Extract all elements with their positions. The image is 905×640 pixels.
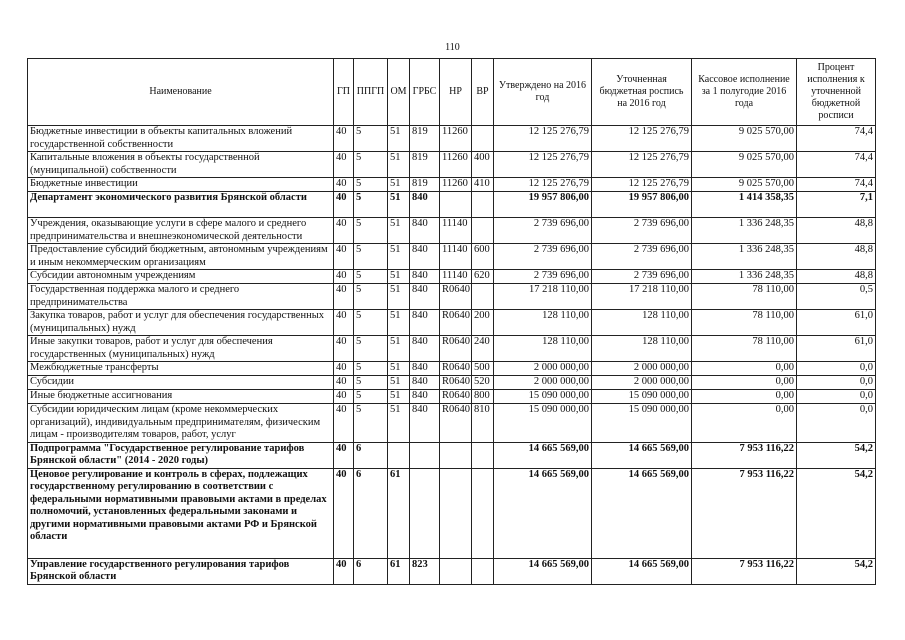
- cell-approved: 19 957 806,00: [494, 192, 592, 218]
- cell-gp: 40: [334, 178, 354, 192]
- cell-approved: 12 125 276,79: [494, 178, 592, 192]
- cell-refined: 2 000 000,00: [592, 376, 692, 390]
- cell-refined: 12 125 276,79: [592, 126, 692, 152]
- table-row: [28, 390, 876, 404]
- cell-refined: 15 090 000,00: [592, 390, 692, 404]
- cell-nr: 11140: [440, 218, 472, 244]
- cell-om: 51: [388, 336, 410, 362]
- cell-nr: R0640: [440, 336, 472, 362]
- cell-om: 51: [388, 270, 410, 284]
- cell-percent: 74,4: [797, 152, 876, 178]
- cell-percent: 0,0: [797, 362, 876, 376]
- page-number: 110: [445, 42, 460, 53]
- cell-name: Бюджетные инвестиции: [28, 178, 334, 192]
- cell-name: Субсидии юридическим лицам (кроме некоммерческих организаций), индивидуальным предпринимателям, физическим лицам - производителям товаров, работ, услуг: [28, 404, 334, 443]
- cell-nr: R0640: [440, 362, 472, 376]
- table-row: [28, 310, 876, 336]
- cell-name: Субсидии автономным учреждениям: [28, 270, 334, 284]
- cell-refined: 2 739 696,00: [592, 244, 692, 270]
- cell-nr: [440, 442, 472, 468]
- cell-percent: 0,0: [797, 390, 876, 404]
- cell-percent: 0,0: [797, 376, 876, 390]
- column-header: ГРБС: [410, 59, 440, 126]
- cell-cash: 1 336 248,35: [692, 244, 797, 270]
- column-header: ГП: [334, 59, 354, 126]
- cell-vr: 500: [472, 362, 494, 376]
- cell-vr: [472, 218, 494, 244]
- cell-refined: 128 110,00: [592, 310, 692, 336]
- column-header: Наименование: [28, 59, 334, 126]
- column-header: ОМ: [388, 59, 410, 126]
- cell-cash: 7 953 116,22: [692, 468, 797, 558]
- table-row: [28, 126, 876, 152]
- cell-nr: R0640: [440, 376, 472, 390]
- cell-percent: 61,0: [797, 310, 876, 336]
- cell-grbs: 840: [410, 284, 440, 310]
- cell-om: 51: [388, 404, 410, 443]
- cell-ppgp: 5: [354, 376, 388, 390]
- cell-percent: 7,1: [797, 192, 876, 218]
- cell-ppgp: 5: [354, 284, 388, 310]
- cell-approved: 15 090 000,00: [494, 390, 592, 404]
- cell-om: 51: [388, 244, 410, 270]
- cell-nr: [440, 192, 472, 218]
- cell-refined: 17 218 110,00: [592, 284, 692, 310]
- cell-approved: 14 665 569,00: [494, 468, 592, 558]
- column-header: Процент исполнения к уточненной бюджетной росписи: [797, 59, 876, 126]
- cell-grbs: 840: [410, 218, 440, 244]
- cell-om: 51: [388, 310, 410, 336]
- cell-gp: 40: [334, 404, 354, 443]
- cell-refined: 14 665 569,00: [592, 442, 692, 468]
- cell-name: Подпрограмма "Государственное регулирование тарифов Брянской области" (2014 - 2020 годы): [28, 442, 334, 468]
- cell-gp: 40: [334, 126, 354, 152]
- cell-name: Департамент экономического развития Брянской области: [28, 192, 334, 218]
- cell-om: 51: [388, 390, 410, 404]
- cell-vr: 600: [472, 244, 494, 270]
- cell-name: Иные закупки товаров, работ и услуг для обеспечения государственных (муниципальных) нужд: [28, 336, 334, 362]
- table-row: [28, 376, 876, 390]
- column-header: Кассовое исполнение за 1 полугодие 2016 года: [692, 59, 797, 126]
- cell-refined: 12 125 276,79: [592, 178, 692, 192]
- cell-percent: 0,0: [797, 404, 876, 443]
- cell-refined: 128 110,00: [592, 336, 692, 362]
- column-header: ВР: [472, 59, 494, 126]
- cell-ppgp: 5: [354, 310, 388, 336]
- cell-refined: 2 000 000,00: [592, 362, 692, 376]
- cell-gp: 40: [334, 218, 354, 244]
- cell-vr: [472, 192, 494, 218]
- cell-percent: 48,8: [797, 270, 876, 284]
- cell-ppgp: 5: [354, 336, 388, 362]
- cell-nr: R0640: [440, 284, 472, 310]
- cell-om: 51: [388, 218, 410, 244]
- cell-ppgp: 5: [354, 152, 388, 178]
- cell-name: Иные бюджетные ассигнования: [28, 390, 334, 404]
- cell-refined: 2 739 696,00: [592, 270, 692, 284]
- cell-ppgp: 6: [354, 468, 388, 558]
- cell-grbs: 823: [410, 558, 440, 584]
- table-row: [28, 284, 876, 310]
- cell-grbs: 840: [410, 390, 440, 404]
- cell-cash: 78 110,00: [692, 284, 797, 310]
- cell-name: Государственная поддержка малого и среднего предпринимательства: [28, 284, 334, 310]
- cell-gp: 40: [334, 336, 354, 362]
- cell-name: Закупка товаров, работ и услуг для обеспечения государственных (муниципальных) нужд: [28, 310, 334, 336]
- cell-nr: [440, 558, 472, 584]
- cell-cash: 9 025 570,00: [692, 178, 797, 192]
- cell-approved: 14 665 569,00: [494, 442, 592, 468]
- cell-grbs: [410, 442, 440, 468]
- cell-grbs: 840: [410, 244, 440, 270]
- cell-percent: 74,4: [797, 178, 876, 192]
- cell-ppgp: 5: [354, 390, 388, 404]
- table-row: [28, 178, 876, 192]
- table-row: [28, 192, 876, 218]
- cell-grbs: 840: [410, 362, 440, 376]
- cell-gp: 40: [334, 270, 354, 284]
- cell-nr: R0640: [440, 310, 472, 336]
- cell-cash: 9 025 570,00: [692, 152, 797, 178]
- cell-cash: 0,00: [692, 376, 797, 390]
- cell-name: Управление государственного регулирования тарифов Брянской области: [28, 558, 334, 584]
- cell-ppgp: 6: [354, 442, 388, 468]
- table-row: [28, 362, 876, 376]
- table-row: [28, 152, 876, 178]
- cell-refined: 2 739 696,00: [592, 218, 692, 244]
- cell-vr: 800: [472, 390, 494, 404]
- cell-cash: 7 953 116,22: [692, 558, 797, 584]
- cell-cash: 1 336 248,35: [692, 218, 797, 244]
- table-header-row: [28, 59, 876, 126]
- cell-refined: 14 665 569,00: [592, 468, 692, 558]
- cell-nr: 11140: [440, 270, 472, 284]
- cell-vr: 410: [472, 178, 494, 192]
- cell-gp: 40: [334, 390, 354, 404]
- cell-grbs: 840: [410, 192, 440, 218]
- cell-gp: 40: [334, 442, 354, 468]
- cell-om: 51: [388, 362, 410, 376]
- cell-percent: 54,2: [797, 558, 876, 584]
- column-header: НР: [440, 59, 472, 126]
- cell-refined: 19 957 806,00: [592, 192, 692, 218]
- table-row: [28, 218, 876, 244]
- cell-approved: 2 739 696,00: [494, 270, 592, 284]
- cell-ppgp: 6: [354, 558, 388, 584]
- table-row: [28, 336, 876, 362]
- cell-om: 51: [388, 152, 410, 178]
- cell-percent: 61,0: [797, 336, 876, 362]
- cell-gp: 40: [334, 244, 354, 270]
- cell-grbs: 819: [410, 152, 440, 178]
- cell-cash: 1 336 248,35: [692, 270, 797, 284]
- cell-ppgp: 5: [354, 404, 388, 443]
- cell-cash: 7 953 116,22: [692, 442, 797, 468]
- cell-om: 61: [388, 558, 410, 584]
- cell-om: 51: [388, 192, 410, 218]
- cell-ppgp: 5: [354, 270, 388, 284]
- cell-approved: 2 739 696,00: [494, 218, 592, 244]
- cell-approved: 17 218 110,00: [494, 284, 592, 310]
- column-header: Утверждено на 2016 год: [494, 59, 592, 126]
- cell-nr: 11260: [440, 178, 472, 192]
- cell-percent: 48,8: [797, 244, 876, 270]
- cell-om: 51: [388, 178, 410, 192]
- cell-approved: 12 125 276,79: [494, 152, 592, 178]
- cell-nr: 11140: [440, 244, 472, 270]
- cell-grbs: [410, 468, 440, 558]
- table-row: [28, 442, 876, 468]
- cell-name: Ценовое регулирование и контроль в сферах, подлежащих государственному регулированию в соответствии с федеральными нормативными правовыми актами в пределах полномочий, установленных федеральными законами и другими нормативными правовыми актами РФ и Брянской области: [28, 468, 334, 558]
- cell-vr: 240: [472, 336, 494, 362]
- cell-cash: 0,00: [692, 390, 797, 404]
- cell-approved: 12 125 276,79: [494, 126, 592, 152]
- cell-grbs: 840: [410, 404, 440, 443]
- cell-om: 51: [388, 284, 410, 310]
- cell-nr: 11260: [440, 152, 472, 178]
- cell-name: Межбюджетные трансферты: [28, 362, 334, 376]
- cell-cash: 0,00: [692, 362, 797, 376]
- cell-gp: 40: [334, 468, 354, 558]
- cell-approved: 2 739 696,00: [494, 244, 592, 270]
- cell-approved: 2 000 000,00: [494, 376, 592, 390]
- cell-grbs: 840: [410, 376, 440, 390]
- cell-approved: 128 110,00: [494, 310, 592, 336]
- cell-approved: 128 110,00: [494, 336, 592, 362]
- cell-ppgp: 5: [354, 178, 388, 192]
- cell-ppgp: 5: [354, 244, 388, 270]
- cell-vr: 520: [472, 376, 494, 390]
- cell-ppgp: 5: [354, 362, 388, 376]
- cell-nr: [440, 468, 472, 558]
- cell-gp: 40: [334, 284, 354, 310]
- cell-nr: R0640: [440, 390, 472, 404]
- cell-ppgp: 5: [354, 126, 388, 152]
- cell-vr: 620: [472, 270, 494, 284]
- cell-approved: 2 000 000,00: [494, 362, 592, 376]
- cell-gp: 40: [334, 192, 354, 218]
- table-row: [28, 404, 876, 443]
- column-header: Уточненная бюджетная роспись на 2016 год: [592, 59, 692, 126]
- cell-om: 61: [388, 468, 410, 558]
- cell-percent: 54,2: [797, 468, 876, 558]
- cell-vr: [472, 558, 494, 584]
- budget-table: [27, 58, 876, 585]
- cell-vr: [472, 442, 494, 468]
- cell-vr: 400: [472, 152, 494, 178]
- cell-nr: R0640: [440, 404, 472, 443]
- cell-grbs: 840: [410, 270, 440, 284]
- cell-cash: 78 110,00: [692, 336, 797, 362]
- cell-grbs: 840: [410, 336, 440, 362]
- cell-refined: 12 125 276,79: [592, 152, 692, 178]
- cell-gp: 40: [334, 376, 354, 390]
- cell-ppgp: 5: [354, 218, 388, 244]
- cell-name: Субсидии: [28, 376, 334, 390]
- cell-approved: 15 090 000,00: [494, 404, 592, 443]
- cell-grbs: 840: [410, 310, 440, 336]
- cell-nr: 11260: [440, 126, 472, 152]
- cell-vr: [472, 284, 494, 310]
- cell-approved: 14 665 569,00: [494, 558, 592, 584]
- cell-percent: 74,4: [797, 126, 876, 152]
- column-header: ППГП: [354, 59, 388, 126]
- cell-om: 51: [388, 376, 410, 390]
- cell-om: 51: [388, 126, 410, 152]
- cell-name: Предоставление субсидий бюджетным, автономным учреждениям и иным некоммерческим организациям: [28, 244, 334, 270]
- cell-vr: [472, 468, 494, 558]
- table-row: [28, 244, 876, 270]
- cell-percent: 54,2: [797, 442, 876, 468]
- cell-name: Бюджетные инвестиции в объекты капитальных вложений государственной собственности: [28, 126, 334, 152]
- cell-refined: 15 090 000,00: [592, 404, 692, 443]
- cell-percent: 48,8: [797, 218, 876, 244]
- cell-cash: 78 110,00: [692, 310, 797, 336]
- cell-gp: 40: [334, 362, 354, 376]
- cell-name: Капитальные вложения в объекты государственной (муниципальной) собственности: [28, 152, 334, 178]
- cell-vr: [472, 126, 494, 152]
- table-row: [28, 270, 876, 284]
- cell-gp: 40: [334, 310, 354, 336]
- table-row: [28, 468, 876, 558]
- cell-cash: 0,00: [692, 404, 797, 443]
- cell-grbs: 819: [410, 126, 440, 152]
- cell-cash: 1 414 358,35: [692, 192, 797, 218]
- cell-name: Учреждения, оказывающие услуги в сфере малого и среднего предпринимательства и внешнеэкономической деятельности: [28, 218, 334, 244]
- cell-cash: 9 025 570,00: [692, 126, 797, 152]
- cell-refined: 14 665 569,00: [592, 558, 692, 584]
- cell-vr: 810: [472, 404, 494, 443]
- cell-percent: 0,5: [797, 284, 876, 310]
- cell-grbs: 819: [410, 178, 440, 192]
- cell-om: [388, 442, 410, 468]
- cell-gp: 40: [334, 152, 354, 178]
- cell-gp: 40: [334, 558, 354, 584]
- table-row: [28, 558, 876, 584]
- cell-vr: 200: [472, 310, 494, 336]
- cell-ppgp: 5: [354, 192, 388, 218]
